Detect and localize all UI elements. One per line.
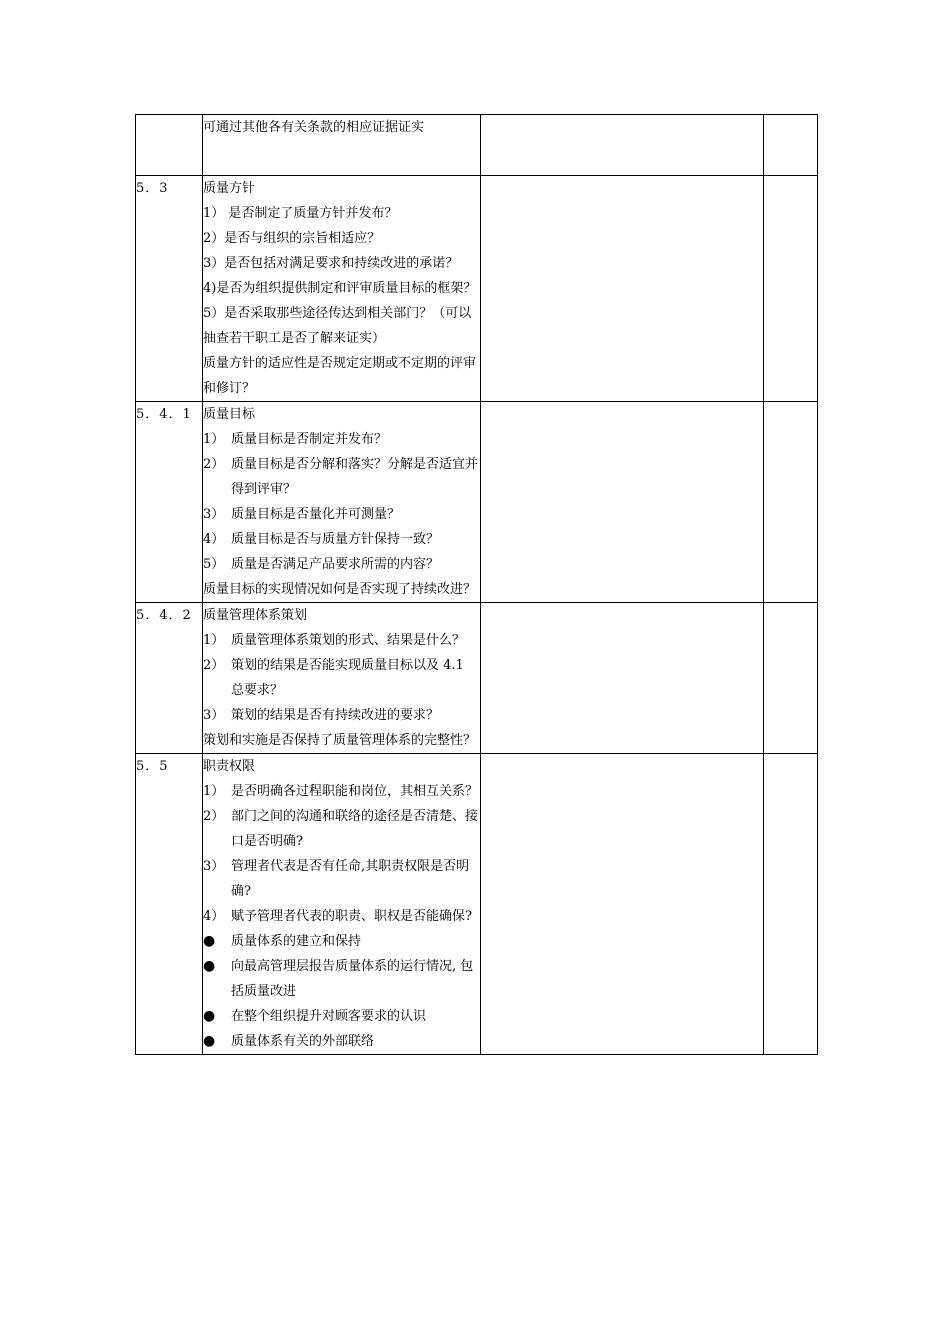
numbered-item	[203, 628, 480, 653]
checklist-text: 策划和实施是否保持了质量管理体系的完整性？	[203, 733, 477, 748]
checklist-text: 质量方针	[203, 181, 256, 196]
checklist-text: 1） 是否制定了质量方针并发布？	[203, 206, 398, 221]
item-text: 赋予管理者代表的职责、职权是否能确保?	[231, 909, 472, 924]
item-text: 在整个组织提升对顾客要求的认识	[231, 1009, 427, 1024]
numbered-item	[203, 502, 480, 527]
checklist-text: 可通过其他各有关条款的相应证据证实	[203, 120, 425, 135]
item-number: 1）	[203, 633, 225, 648]
table-row	[136, 402, 818, 603]
numbered-item	[203, 703, 480, 728]
table-row	[136, 754, 818, 1055]
judgement-cell[interactable]	[764, 176, 818, 402]
checklist-content	[203, 176, 481, 402]
numbered-item	[203, 653, 480, 703]
item-number: 2）	[203, 658, 225, 673]
bullet-item	[203, 929, 480, 954]
item-text: 质量目标是否制定并发布？	[231, 432, 388, 447]
clause-number: 5．4．2	[136, 603, 203, 754]
audit-checklist-table	[135, 114, 818, 1055]
checklist-text: 3）是否包括对满足要求和持续改进的承诺？	[203, 256, 459, 271]
item-text: 质量是否满足产品要求所需的内容？	[231, 557, 440, 572]
numbered-item	[203, 452, 480, 502]
item-text: 是否明确各过程职能和岗位，其相互关系？	[231, 784, 479, 799]
item-number: 3）	[203, 859, 225, 874]
bullet-icon: ●	[203, 1008, 216, 1024]
clause-number: 5．5	[136, 754, 203, 1055]
checklist-content	[203, 115, 481, 176]
item-text: 策划的结果是否有持续改进的要求？	[231, 708, 440, 723]
item-number: 4）	[203, 909, 225, 924]
numbered-item	[203, 904, 480, 929]
bullet-item	[203, 954, 480, 1004]
bullet-icon: ●	[203, 1033, 216, 1049]
numbered-item	[203, 804, 480, 854]
numbered-item	[203, 854, 480, 904]
checklist-text: 质量方针的适应性是否规定定期或不定期的评审和修订？	[203, 356, 477, 396]
checklist-text: 质量管理体系策划	[203, 608, 308, 623]
item-number: 2）	[203, 809, 225, 824]
numbered-item	[203, 427, 480, 452]
checklist-content	[203, 754, 481, 1055]
numbered-item	[203, 779, 480, 804]
item-text: 质量目标是否分解和落实？分解是否适宜并得到评审？	[231, 457, 479, 497]
checklist-text: 职责权限	[203, 759, 256, 774]
item-number: 4）	[203, 532, 225, 547]
checklist-text: 2）是否与组织的宗旨相适应？	[203, 231, 381, 246]
checklist-content	[203, 402, 481, 603]
numbered-item	[203, 527, 480, 552]
item-number: 5）	[203, 557, 225, 572]
item-text: 部门之间的沟通和联络的途径是否清楚、接口是否明确?	[231, 809, 479, 849]
judgement-cell[interactable]	[764, 754, 818, 1055]
checklist-text: 质量目标的实现情况如何是否实现了持续改进？	[203, 582, 477, 597]
table-row	[136, 603, 818, 754]
item-number: 1）	[203, 784, 225, 799]
numbered-item	[203, 552, 480, 577]
clause-number: 5．3	[136, 176, 203, 402]
audit-record-cell[interactable]	[481, 402, 764, 603]
item-text: 管理者代表是否有任命,其职责权限是否明确?	[231, 859, 470, 899]
clause-number: 5．4．1	[136, 402, 203, 603]
checklist-text: 5）是否采取那些途径传达到相关部门？（可以抽查若干职工是否了解来证实）	[203, 306, 472, 346]
table-row	[136, 115, 818, 176]
item-text: 质量体系有关的外部联络	[231, 1034, 375, 1049]
judgement-cell[interactable]	[764, 115, 818, 176]
clause-number	[136, 115, 203, 176]
bullet-item	[203, 1004, 480, 1029]
checklist-content	[203, 603, 481, 754]
bullet-icon: ●	[203, 958, 216, 974]
audit-record-cell[interactable]	[481, 176, 764, 402]
item-number: 2）	[203, 457, 225, 472]
table-row	[136, 176, 818, 402]
item-number: 1）	[203, 432, 225, 447]
item-text: 质量体系的建立和保持	[231, 934, 362, 949]
item-text: 向最高管理层报告质量体系的运行情况, 包括质量改进	[231, 959, 474, 999]
table-body	[136, 115, 818, 1055]
item-number: 3）	[203, 708, 225, 723]
item-text: 质量目标是否与质量方针保持一致？	[231, 532, 440, 547]
item-number: 3）	[203, 507, 225, 522]
audit-record-cell[interactable]	[481, 603, 764, 754]
bullet-icon: ●	[203, 933, 216, 949]
item-text: 质量目标是否量化并可测量？	[231, 507, 401, 522]
checklist-text: 4)是否为组织提供制定和评审质量目标的框架？	[203, 281, 477, 296]
bullet-item	[203, 1029, 480, 1054]
item-text: 质量管理体系策划的形式、结果是什么？	[231, 633, 466, 648]
checklist-text: 质量目标	[203, 407, 256, 422]
judgement-cell[interactable]	[764, 603, 818, 754]
audit-record-cell[interactable]	[481, 754, 764, 1055]
item-text: 策划的结果是否能实现质量目标以及 4.1 总要求？	[231, 658, 464, 698]
judgement-cell[interactable]	[764, 402, 818, 603]
audit-record-cell[interactable]	[481, 115, 764, 176]
